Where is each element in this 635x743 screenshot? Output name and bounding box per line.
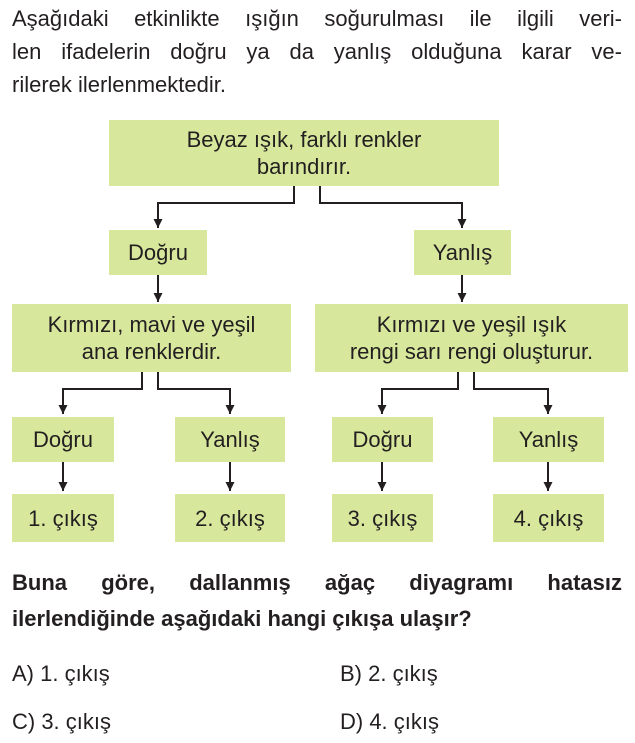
level1-dogru-label: Doğru bbox=[128, 240, 188, 265]
output-label-4: 4. çıkış bbox=[513, 505, 584, 531]
intro-line-2: len ifadelerin doğru ya da yanlış olduğuna karar ve- bbox=[12, 39, 622, 64]
level1-yanlis-box bbox=[414, 230, 511, 275]
output-label-1: 1. çıkış bbox=[28, 505, 98, 531]
connector-root-right bbox=[320, 186, 462, 228]
connector-root-left bbox=[158, 186, 294, 228]
level2-right-line-2: rengi sarı rengi oluşturur. bbox=[349, 339, 594, 364]
question-line-2: ilerlendiğinde aşağıdaki hangi çıkışa ulaşır? bbox=[12, 606, 472, 631]
output-box-2 bbox=[175, 494, 285, 542]
root-statement-line-2: barındırır. bbox=[256, 154, 352, 179]
level2-right-line-1: Kırmızı ve yeşil ışık bbox=[376, 312, 567, 337]
intro-line-3: rilerek ilerlenmektedir. bbox=[12, 72, 226, 97]
level3-yanlis-box-2 bbox=[493, 417, 604, 462]
level2-left-line-1: Kırmızı, mavi ve yeşil bbox=[47, 312, 256, 337]
option-b[interactable]: B) 2. çıkış bbox=[340, 661, 438, 686]
connector-q-left-yanlis bbox=[158, 372, 230, 414]
level3-dogru-box-1 bbox=[12, 417, 114, 462]
level3-dogru-label-1: Doğru bbox=[33, 427, 93, 452]
level3-dogru-box-2 bbox=[332, 417, 433, 462]
level2-left-line-2: ana renklerdir. bbox=[81, 339, 222, 364]
question-text bbox=[12, 565, 622, 637]
root-statement-line-1: Beyaz ışık, farklı renkler bbox=[186, 127, 422, 152]
output-box-4 bbox=[493, 494, 604, 542]
level3-yanlis-label-1: Yanlış bbox=[200, 427, 260, 452]
connector-q-right-dogru bbox=[382, 372, 458, 414]
output-label-3: 3. çıkış bbox=[347, 505, 418, 531]
level3-dogru-label-2: Doğru bbox=[352, 427, 413, 452]
level2-right-statement-box bbox=[315, 304, 628, 372]
question-line-1: Buna göre, dallanmış ağaç diyagramı hatasız bbox=[12, 570, 622, 595]
intro-line-1: Aşağıdaki etkinlikte ışığın soğurulması ile ilgili veri- bbox=[12, 6, 622, 31]
connector-q-right-yanlis bbox=[474, 372, 548, 414]
level1-dogru-box bbox=[109, 230, 207, 275]
level3-yanlis-box-1 bbox=[175, 417, 285, 462]
option-a[interactable]: A) 1. çıkış bbox=[12, 661, 110, 686]
root-statement-box bbox=[109, 120, 499, 186]
level3-yanlis-label-2: Yanlış bbox=[518, 427, 579, 452]
option-c[interactable]: C) 3. çıkış bbox=[12, 709, 112, 734]
output-box-3 bbox=[332, 494, 433, 542]
level2-left-statement-box bbox=[12, 304, 291, 372]
option-d[interactable]: D) 4. çıkış bbox=[340, 709, 440, 734]
output-box-1 bbox=[12, 494, 114, 542]
connector-q-left-dogru bbox=[63, 372, 142, 414]
output-label-2: 2. çıkış bbox=[195, 505, 265, 531]
level1-yanlis-label: Yanlış bbox=[432, 240, 493, 265]
